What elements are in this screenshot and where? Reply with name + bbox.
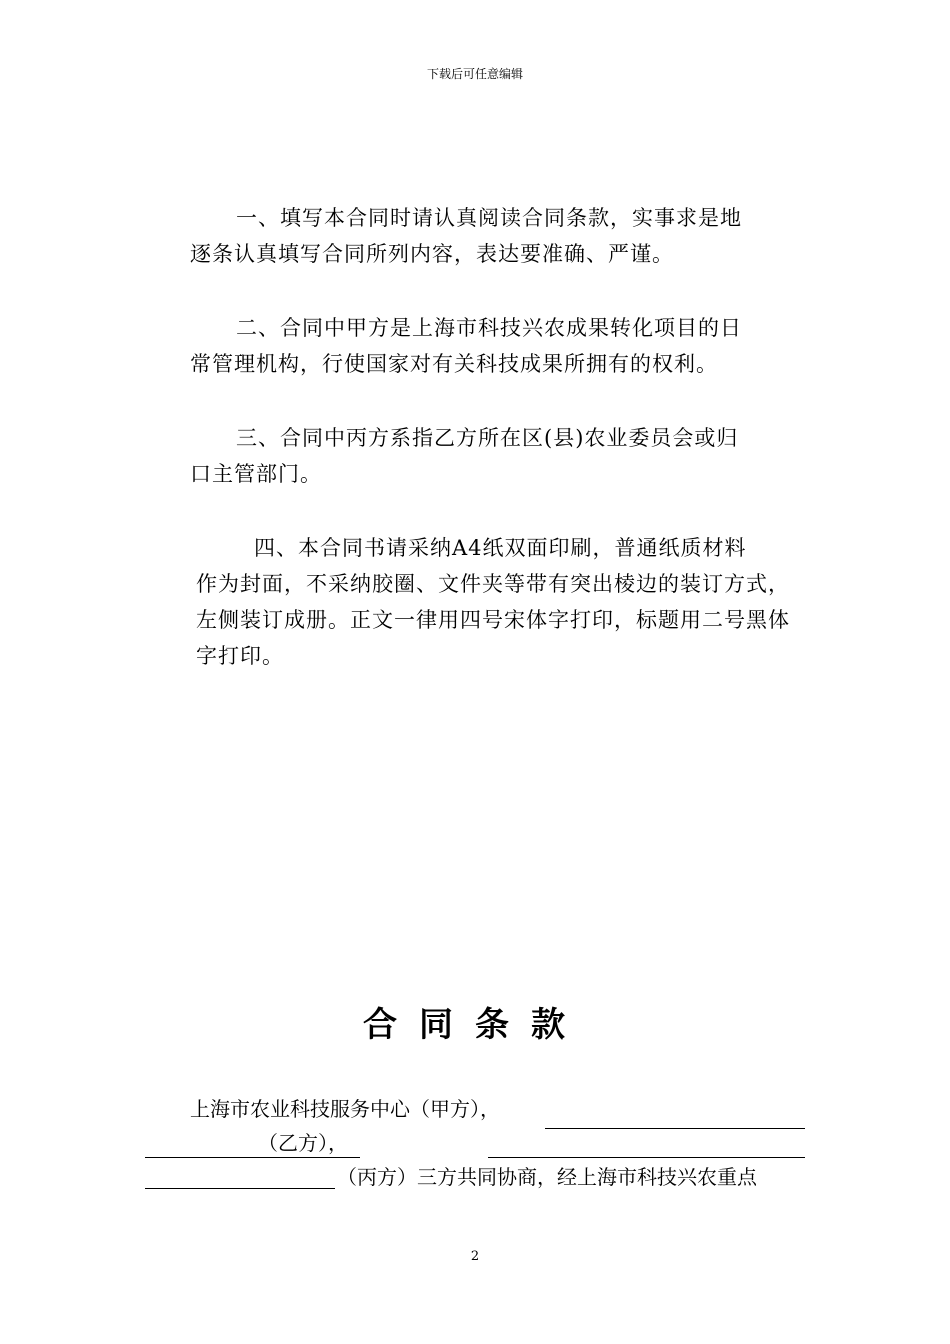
page-number: 2 bbox=[470, 1249, 480, 1264]
instruction-2-rest: 常管理机构，行使国家对有关科技成果所拥有的权利。 bbox=[190, 352, 718, 376]
instruction-paragraph-1 bbox=[190, 200, 810, 272]
instruction-4-first-line: 四、本合同书请采纳A4纸双面印刷，普通纸质材料 bbox=[254, 536, 747, 560]
instruction-paragraph-4 bbox=[196, 530, 808, 674]
instruction-paragraph-2 bbox=[190, 310, 810, 382]
party-a-line: 上海市农业科技服务中心（甲方）， bbox=[190, 1097, 500, 1121]
instruction-2-first-line: 二、合同中甲方是上海市科技兴农成果转化项目的日 bbox=[236, 316, 742, 340]
party-c-blank bbox=[145, 1188, 335, 1189]
instruction-1-rest: 逐条认真填写合同所列内容，表达要准确、严谨。 bbox=[190, 242, 674, 266]
instruction-3-first-line: 三、合同中丙方系指乙方所在区(县)农业委员会或归 bbox=[236, 426, 739, 450]
party-a-blank bbox=[545, 1128, 805, 1129]
party-b-line: （乙方）， bbox=[258, 1131, 348, 1155]
instruction-paragraph-3 bbox=[190, 420, 810, 492]
page-header: 下载后可任意编辑 bbox=[426, 67, 523, 81]
party-c-blank-upper bbox=[488, 1157, 805, 1158]
party-c-line: （丙方）三方共同协商，经上海市科技兴农重点 bbox=[337, 1165, 757, 1189]
instruction-1-first-line: 一、填写本合同时请认真阅读合同条款，实事求是地 bbox=[236, 206, 742, 230]
instruction-4-rest: 作为封面，不采纳胶圈、文件夹等带有突出棱边的装订方式，左侧装订成册。正文一律用四号宋体字打印，标题用二号黑体字打印。 bbox=[196, 572, 790, 668]
instruction-3-rest: 口主管部门。 bbox=[190, 462, 322, 486]
contract-title: 合同条款 bbox=[363, 1005, 587, 1045]
